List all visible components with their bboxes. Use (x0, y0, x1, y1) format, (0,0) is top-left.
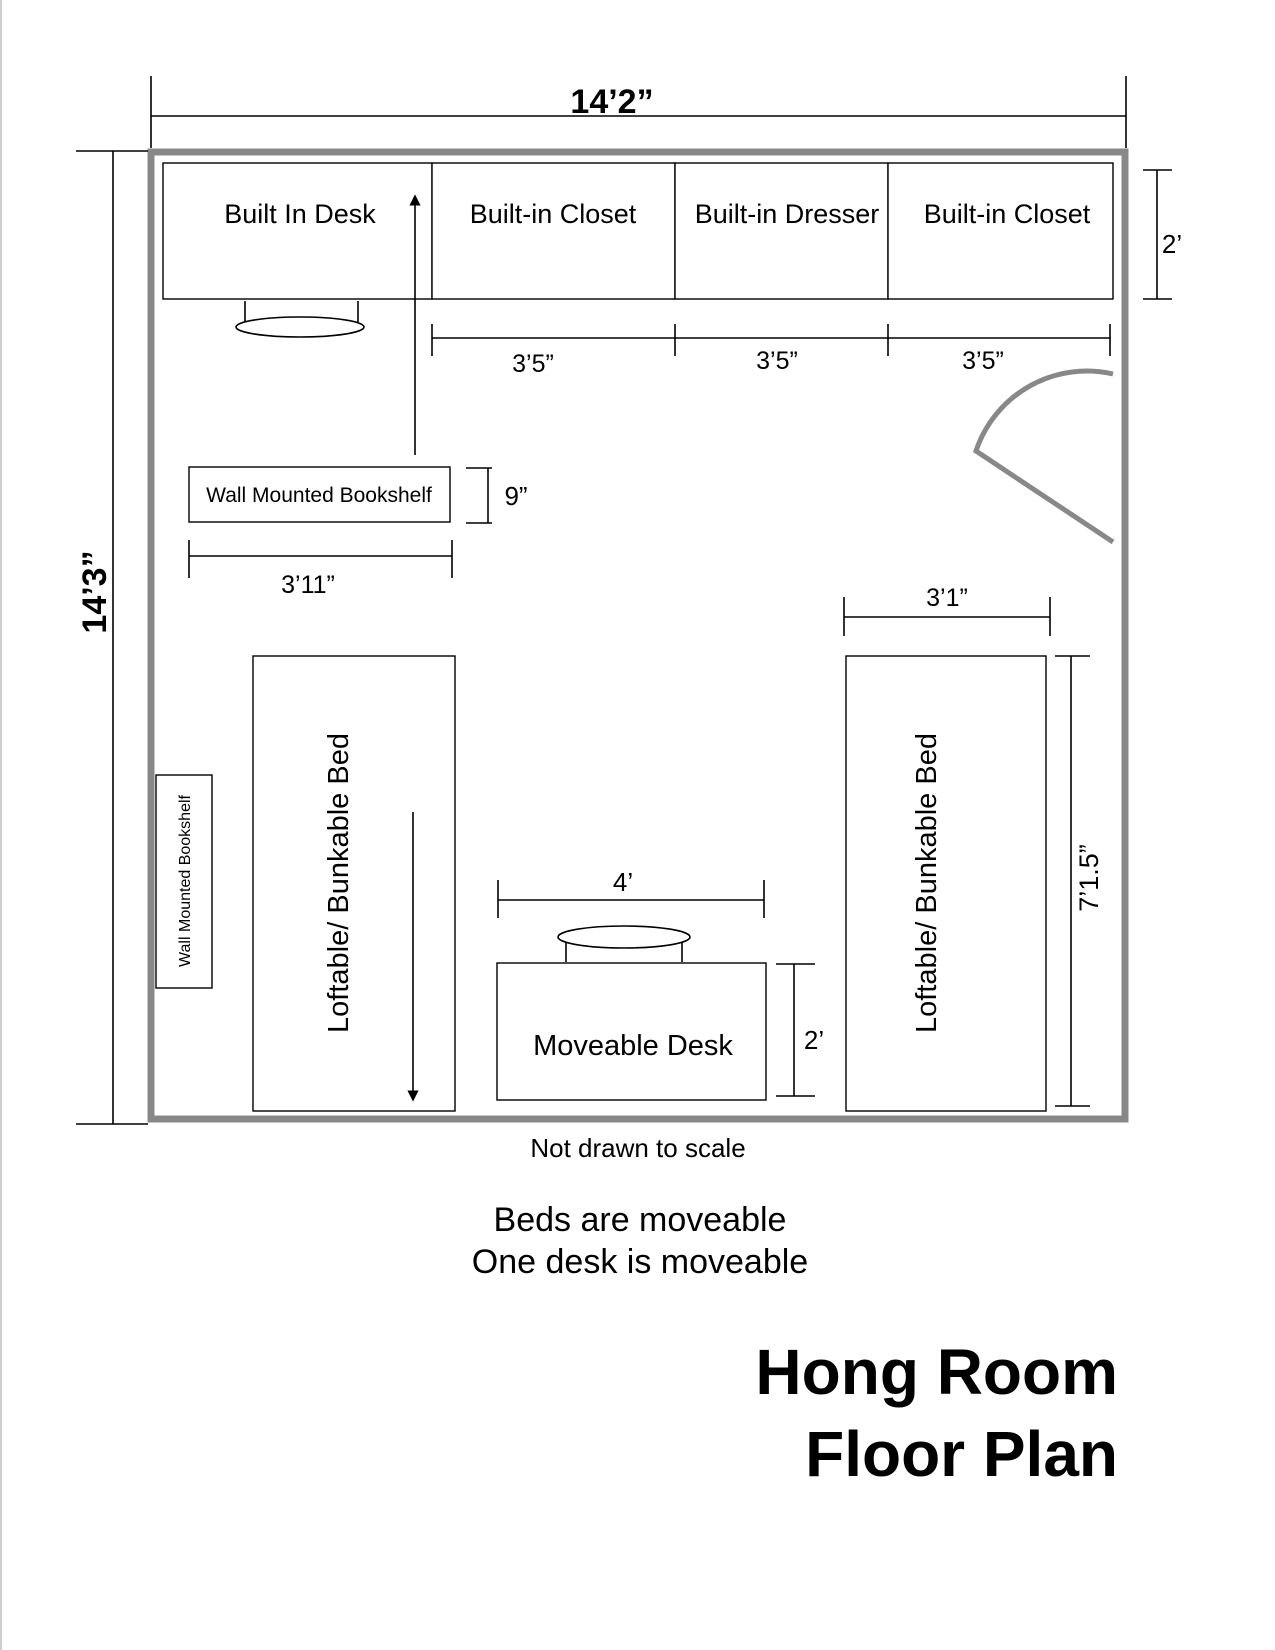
built-in-desk-chair (236, 301, 364, 337)
built-in-closet-1-label: Built-in Closet (469, 199, 637, 229)
scale-note: Not drawn to scale (530, 1133, 746, 1163)
desk-depth-dimension (776, 964, 824, 1096)
built-in-dresser-label: Built-in Dresser (694, 199, 880, 229)
wall-bookshelf-top-label: Wall Mounted Bookshelf (206, 484, 432, 507)
bed-width-dimension (844, 584, 1050, 636)
cabinet-depth-dimension (1143, 170, 1182, 299)
built-in-desk (163, 163, 432, 299)
desk-depth-label: 2’ (803, 1025, 825, 1055)
built-in-row (163, 163, 1113, 299)
built-in-closet-1 (432, 163, 675, 299)
shelf-width-label: 3’11” (281, 571, 335, 599)
moveable-desk-chair (558, 926, 690, 962)
dresser-width-label: 3’5” (756, 347, 798, 375)
closet-1-width-label: 3’5” (512, 350, 554, 378)
note-beds-moveable: Beds are moveable (493, 1201, 787, 1239)
overall-width-label: 14’2” (570, 83, 654, 121)
bed-width-label: 3’1” (926, 584, 968, 612)
shelf-depth-label: 9” (504, 481, 528, 511)
bed-length-label: 7’1.5” (1074, 844, 1104, 912)
cabinet-depth-label: 2’ (1161, 229, 1183, 259)
overall-height-dimension (76, 151, 148, 1124)
bed-left-label: Loftable/ Bunkable Bed (323, 733, 355, 1033)
bed-left (253, 656, 455, 1111)
bed-right (846, 656, 1046, 1111)
moveable-desk (497, 963, 766, 1100)
overall-height-label: 14’3” (76, 550, 114, 634)
desk-width-label: 4’ (612, 867, 634, 897)
closet-2-width-label: 3’5” (962, 347, 1004, 375)
bed-right-label: Loftable/ Bunkable Bed (911, 733, 943, 1033)
wall-bookshelf-top (189, 467, 450, 522)
shelf-width-dimension (189, 540, 452, 599)
built-in-closet-2-label: Built-in Closet (923, 199, 1091, 229)
desk-width-dimension (498, 867, 764, 918)
bed-length-dimension (1055, 656, 1104, 1106)
built-in-closet-2 (888, 163, 1113, 299)
wall-bookshelf-side (156, 775, 212, 988)
wall-bookshelf-side-label: Wall Mounted Bookshelf (177, 795, 194, 967)
cabinet-widths-dimension (432, 324, 1110, 378)
note-desk-moveable: One desk is moveable (471, 1243, 809, 1281)
shelf-depth-dimension (466, 468, 528, 523)
moveable-desk-label: Moveable Desk (533, 1030, 733, 1062)
door-swing (976, 371, 1113, 542)
title-line-2: Floor Plan (805, 1418, 1118, 1490)
overall-width-dimension (151, 76, 1126, 148)
title-line-1: Hong Room (755, 1336, 1118, 1408)
built-in-dresser (675, 163, 888, 299)
built-in-desk-label: Built In Desk (224, 199, 376, 229)
